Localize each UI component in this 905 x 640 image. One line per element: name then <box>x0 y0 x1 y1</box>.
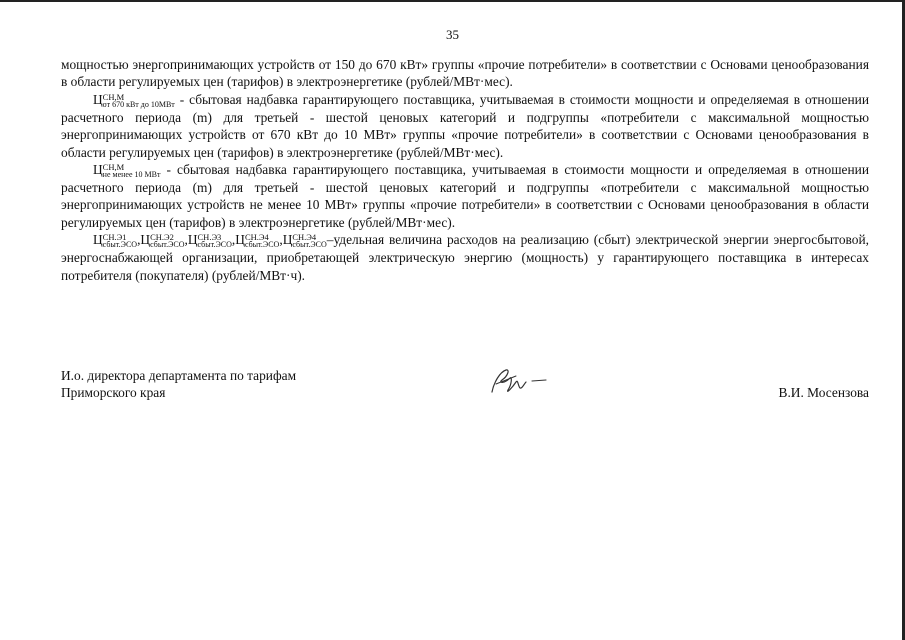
paragraph-1: мощностью энергопринимающих устройств от 150 до 670 кВт» группы «прочие потребители» в соответствии с Основами ценообразования в области регулируемых цен (тарифов) в электроэнергетике (рублей/МВт·мес). <box>61 57 869 90</box>
position-line-2: Приморского края <box>61 385 166 401</box>
paragraph-3-text: - сбытовая надбавка гарантирующего поставщика, учитываемая в стоимости мощности и определяемая в отношении расчетного периода (m) для третьей - шестой ценовых категорий и подгруппы «потребители с максимальной мощностью энергопринимающих устройств не менее 10 МВт» группы «прочие потребители» в соответствии с Основами ценообразования в области регулируемых цен (тарифов) в электроэнергетике (рублей/МВт·мес). <box>61 162 869 230</box>
page-top-border <box>0 0 905 2</box>
tariff-symbol: Ц СН,М не менее 10 МВт <box>93 162 161 180</box>
position-line-1: И.о. директора департамента по тарифам <box>61 368 297 383</box>
tariff-symbol: Ц СН.Э4 сбыт.ЭСО , <box>235 232 283 250</box>
tariff-symbol: Ц СН.Э2 сбыт.ЭСО , <box>140 232 188 250</box>
signatory-name: В.И. Мосензова <box>778 385 869 400</box>
paragraph-2 <box>61 91 869 161</box>
paragraph-3 <box>61 161 869 231</box>
tariff-symbol: Ц СН.Э3 сбыт.ЭСО , <box>187 232 236 250</box>
tariff-symbol: Ц СН,М от 670 кВт до 10МВт <box>93 91 175 109</box>
paragraph-2-text: - сбытовая надбавка гарантирующего поставщика, учитываемая в стоимости мощности и определяемая в отношении расчетного периода (m) для третьей - шестой ценовых категорий и подгруппы «потребители с максимальной мощностью энергопринимающих устройств от 670 кВт до 10 МВт» группы «прочие потребители» в соответствии с Основами ценообразования в области регулируемых цен (тарифов) в электроэнергетике (рублей/МВт·мес). <box>61 91 869 160</box>
document-body <box>61 56 869 284</box>
tariff-symbol: Ц СН.Э4 сбыт.ЭСО <box>282 232 327 250</box>
handwritten-signature <box>482 362 562 402</box>
page-number: 35 <box>446 27 459 42</box>
paragraph-4 <box>61 231 869 284</box>
signatory-position <box>61 367 296 402</box>
tariff-symbol: Ц СН.Э1 сбыт.ЭСО , <box>93 232 141 250</box>
paragraph-4-text: –удельная величина расходов на реализацию (сбыт) электрической энергии энергосбытовой, энергоснабжающей организации, приобретающей электрическую энергию (мощность) у гарантирующего поставщика в интересах потребителя (покупателя) (рублей/МВт·ч). <box>61 232 869 283</box>
